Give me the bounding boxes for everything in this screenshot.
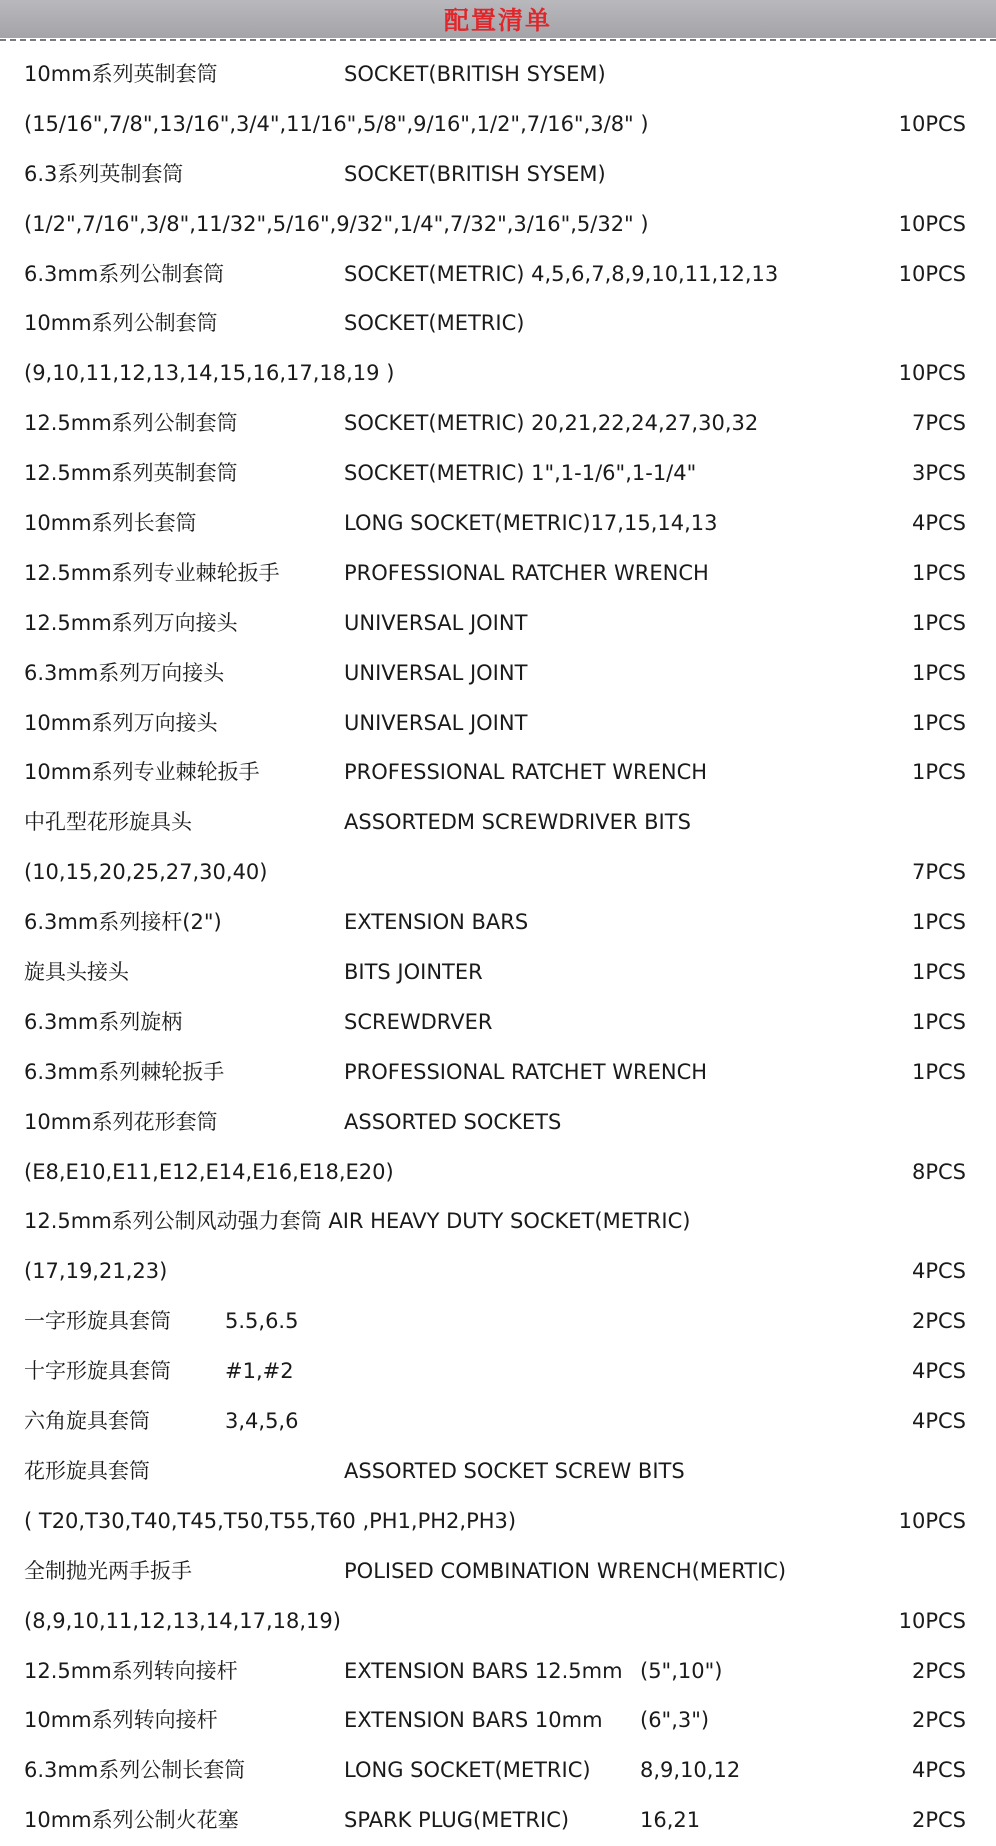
item-quantity: 2PCS	[911, 1808, 966, 1833]
list-item	[0, 1497, 996, 1547]
item-name-cn: 12.5mm系列万向接头	[24, 610, 238, 635]
item-name-cn: 花形旋具套筒	[24, 1458, 150, 1483]
item-quantity: 1PCS	[911, 1009, 966, 1034]
item-sizes: (6",3")	[640, 1708, 710, 1733]
item-name-cn: 六角旋具套筒	[24, 1409, 150, 1434]
list-item	[0, 1447, 996, 1497]
item-quantity: 1PCS	[911, 560, 966, 585]
parts-list	[0, 50, 996, 1846]
list-item	[0, 948, 996, 998]
item-name-cn: (15/16",7/8",13/16",3/4",11/16",5/8",9/16",1/2",7/16",3/8" )	[24, 111, 649, 136]
item-name-en: SOCKET(METRIC)	[344, 311, 525, 336]
item-name-cn: (9,10,11,12,13,14,15,16,17,18,19 )	[24, 361, 395, 386]
item-quantity: 4PCS	[911, 511, 966, 536]
list-item	[0, 1247, 996, 1297]
item-name-cn: (1/2",7/16",3/8",11/32",5/16",9/32",1/4",7/32",3/16",5/32" )	[24, 211, 649, 236]
list-item	[0, 150, 996, 200]
item-name-en: POLISED COMBINATION WRENCH(MERTIC)	[344, 1558, 787, 1583]
list-item	[0, 299, 996, 349]
item-name-en: PROFESSIONAL RATCHET WRENCH	[344, 1059, 708, 1084]
item-name-en: UNIVERSAL JOINT	[344, 610, 528, 635]
item-name-en: SOCKET(METRIC) 4,5,6,7,8,9,10,11,12,13	[344, 261, 779, 286]
item-quantity: 10PCS	[898, 111, 966, 136]
item-quantity: 4PCS	[911, 1259, 966, 1284]
list-item	[0, 50, 996, 100]
header-divider	[0, 39, 996, 41]
list-item	[0, 200, 996, 250]
item-spec: 5.5,6.5	[225, 1309, 299, 1334]
item-name-cn: 6.3mm系列公制长套筒	[24, 1758, 246, 1783]
item-name-en: EXTENSION BARS 10mm	[344, 1708, 603, 1733]
item-name-cn: 6.3mm系列旋柄	[24, 1009, 183, 1034]
item-name-en: UNIVERSAL JOINT	[344, 660, 528, 685]
list-item	[0, 848, 996, 898]
list-item	[0, 1597, 996, 1647]
item-name-cn: 十字形旋具套筒	[24, 1359, 171, 1384]
item-name-en: UNIVERSAL JOINT	[344, 710, 528, 735]
item-name-cn: (10,15,20,25,27,30,40)	[24, 860, 268, 885]
item-name-cn: 一字形旋具套筒	[24, 1309, 171, 1334]
item-name-cn: 10mm系列英制套筒	[24, 62, 218, 86]
item-quantity: 1PCS	[911, 910, 966, 935]
list-item	[0, 649, 996, 699]
list-item	[0, 1647, 996, 1697]
item-name-cn: 10mm系列公制套筒	[24, 311, 218, 336]
item-name-cn: 12.5mm系列转向接杆	[24, 1658, 238, 1683]
item-name-cn: (8,9,10,11,12,13,14,17,18,19)	[24, 1608, 341, 1633]
item-quantity: 10PCS	[898, 1508, 966, 1533]
item-name-en: PROFESSIONAL RATCHER WRENCH	[344, 560, 709, 585]
list-item	[0, 549, 996, 599]
item-name-cn: 10mm系列万向接头	[24, 710, 218, 735]
list-item	[0, 1696, 996, 1746]
item-quantity: 2PCS	[911, 1708, 966, 1733]
item-name-cn: 6.3mm系列万向接头	[24, 660, 225, 685]
item-quantity: 1PCS	[911, 760, 966, 785]
item-name-cn: 6.3mm系列接杆(2")	[24, 910, 222, 935]
item-quantity: 1PCS	[911, 610, 966, 635]
item-spec: #1,#2	[225, 1359, 294, 1384]
list-item	[0, 1297, 996, 1347]
list-item	[0, 898, 996, 948]
item-name-cn: 旋具头接头	[24, 960, 129, 985]
list-item	[0, 1148, 996, 1198]
item-quantity: 7PCS	[911, 860, 966, 885]
item-name-cn: 6.3mm系列公制套筒	[24, 261, 225, 286]
item-quantity: 10PCS	[898, 211, 966, 236]
list-item	[0, 748, 996, 798]
item-quantity: 4PCS	[911, 1409, 966, 1434]
page-title: 配置清单	[443, 6, 552, 35]
item-quantity: 4PCS	[911, 1758, 966, 1783]
list-item	[0, 1347, 996, 1397]
item-quantity: 1PCS	[911, 660, 966, 685]
item-name-cn: 全制抛光两手扳手	[24, 1558, 192, 1583]
item-name-cn: 10mm系列公制火花塞	[24, 1808, 239, 1833]
item-name-cn: 10mm系列专业棘轮扳手	[24, 760, 260, 785]
list-item	[0, 1397, 996, 1447]
item-name-cn: 6.3mm系列棘轮扳手	[24, 1059, 225, 1084]
item-quantity: 2PCS	[911, 1658, 966, 1683]
list-item	[0, 699, 996, 749]
list-item	[0, 499, 996, 549]
item-name-cn: 10mm系列转向接杆	[24, 1708, 218, 1733]
item-quantity: 3PCS	[911, 461, 966, 486]
item-name-en: BITS JOINTER	[344, 960, 483, 985]
item-quantity: 10PCS	[898, 361, 966, 386]
item-sizes: (5",10")	[640, 1658, 723, 1683]
list-item	[0, 599, 996, 649]
item-name-en: EXTENSION BARS 12.5mm	[344, 1658, 623, 1683]
list-item	[0, 100, 996, 150]
item-spec: 3,4,5,6	[225, 1409, 299, 1434]
list-item	[0, 1098, 996, 1148]
item-name-en: EXTENSION BARS	[344, 910, 529, 935]
list-item	[0, 399, 996, 449]
item-sizes: 8,9,10,12	[640, 1758, 741, 1783]
item-name-en: SOCKET(BRITISH SYSEM)	[344, 161, 606, 186]
item-name-cn: 10mm系列长套筒	[24, 511, 197, 536]
list-item	[0, 1547, 996, 1597]
list-item	[0, 1197, 996, 1247]
item-name-cn: 12.5mm系列公制套筒	[24, 411, 238, 436]
item-name-en: ASSORTED SOCKETS	[344, 1109, 562, 1134]
item-quantity: 4PCS	[911, 1359, 966, 1384]
item-name-cn: 12.5mm系列专业棘轮扳手	[24, 560, 280, 585]
item-name-en: SOCKET(METRIC) 1",1-1/6",1-1/4"	[344, 461, 697, 486]
item-name-en: LONG SOCKET(METRIC)	[344, 1758, 591, 1783]
list-item	[0, 1796, 996, 1846]
list-item	[0, 250, 996, 300]
item-name-en: ASSORTEDM SCREWDRIVER BITS	[344, 810, 691, 835]
item-quantity: 10PCS	[898, 261, 966, 286]
list-header	[0, 0, 996, 38]
item-quantity: 1PCS	[911, 710, 966, 735]
item-name-en: SCREWDRVER	[344, 1009, 493, 1034]
item-name-en: LONG SOCKET(METRIC)17,15,14,13	[344, 511, 718, 536]
list-item	[0, 349, 996, 399]
item-quantity: 7PCS	[911, 411, 966, 436]
item-name-cn: (E8,E10,E11,E12,E14,E16,E18,E20)	[24, 1159, 394, 1184]
item-name-en: ASSORTED SOCKET SCREW BITS	[344, 1458, 685, 1483]
item-name-cn: (17,19,21,23)	[24, 1259, 168, 1284]
item-sizes: 16,21	[640, 1808, 701, 1833]
item-name-cn: 12.5mm系列公制风动强力套筒 AIR HEAVY DUTY SOCKET(METRIC)	[24, 1209, 691, 1234]
item-quantity: 2PCS	[911, 1309, 966, 1334]
item-quantity: 10PCS	[898, 1608, 966, 1633]
list-item	[0, 1048, 996, 1098]
item-quantity: 1PCS	[911, 1059, 966, 1084]
item-name-en: PROFESSIONAL RATCHET WRENCH	[344, 760, 708, 785]
item-name-en: SOCKET(METRIC) 20,21,22,24,27,30,32	[344, 411, 759, 436]
item-name-en: SPARK PLUG(METRIC)	[344, 1808, 570, 1833]
item-quantity: 1PCS	[911, 960, 966, 985]
item-name-en: SOCKET(BRITISH SYSEM)	[344, 62, 606, 86]
item-name-cn: 10mm系列花形套筒	[24, 1109, 218, 1134]
item-name-cn: ( T20,T30,T40,T45,T50,T55,T60 ,PH1,PH2,PH3)	[24, 1508, 517, 1533]
item-name-cn: 12.5mm系列英制套筒	[24, 461, 238, 486]
list-item	[0, 449, 996, 499]
item-quantity: 8PCS	[911, 1159, 966, 1184]
list-item	[0, 798, 996, 848]
item-name-cn: 6.3系列英制套筒	[24, 161, 184, 186]
item-name-cn: 中孔型花形旋具头	[24, 810, 192, 835]
list-item	[0, 998, 996, 1048]
list-item	[0, 1746, 996, 1796]
